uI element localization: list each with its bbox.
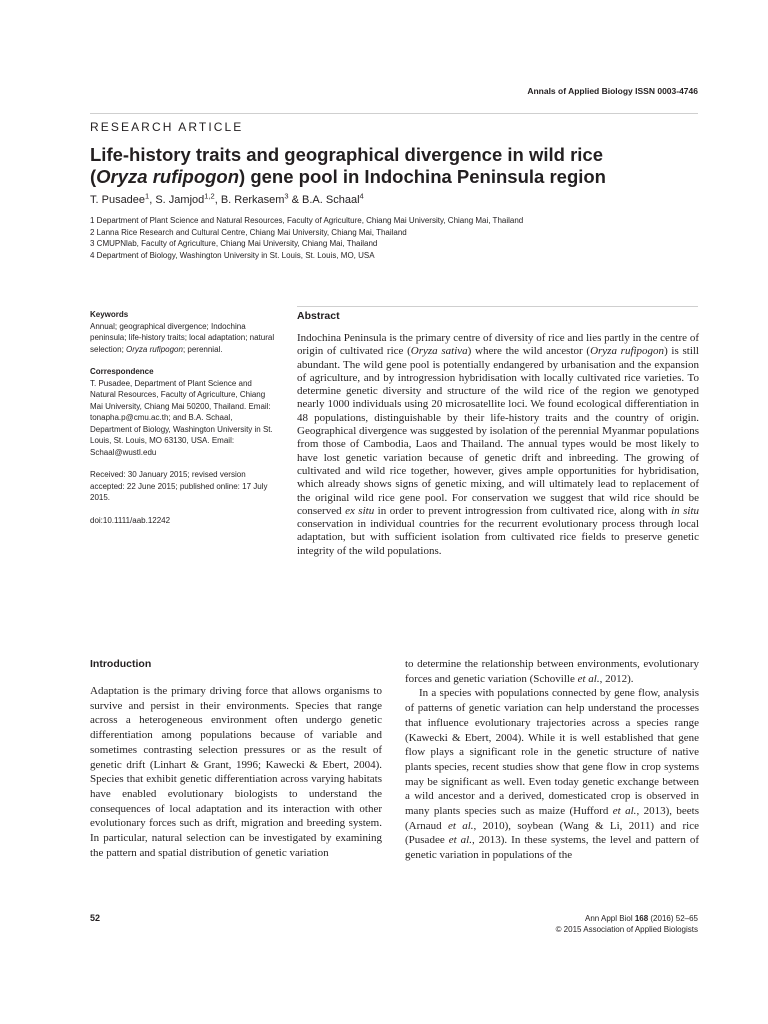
correspondence-heading: Correspondence [90, 367, 154, 376]
correspondence-text: T. Pusadee, Department of Plant Science and Natural Resources, Faculty of Agriculture, Chiang Mai University, Chiang Mai 50200, Thailand. Email: tonapha.p@cmu.ac.th; and B.A. Schaal, Department of Biology, Washington University in St. Louis, St. Louis, MO 63130, USA. Email: Schaal@wustl.edu [90, 378, 273, 457]
affiliation-list [90, 215, 523, 261]
keywords-heading: Keywords [90, 310, 129, 319]
keywords-text: Annual; geographical divergence; Indochina peninsula; life-history traits; local adaptation; natural selection; Oryza rufipogon; perennial. [90, 321, 275, 354]
abstract-heading: Abstract [297, 310, 340, 322]
article-type: RESEARCH ARTICLE [90, 120, 244, 134]
introduction-heading: Introduction [90, 658, 152, 670]
affiliation: 4 Department of Biology, Washington University in St. Louis, St. Louis, MO, USA [90, 250, 375, 260]
header-rule [90, 113, 698, 114]
abstract-rule [297, 306, 698, 307]
received-dates: Received: 30 January 2015; revised version accepted: 22 June 2015; published online: 17 July 2015. [90, 470, 268, 502]
author: B. Rerkasem$^3$ & [220, 191, 303, 206]
article-info-sidebar [90, 309, 275, 526]
affiliation: 1 Department of Plant Science and Natural Resources, Faculty of Agriculture, Chiang Mai University, Chiang Mai, Thailand [90, 216, 524, 225]
title-paren: ( [90, 166, 97, 187]
author: B.A. Schaal$^4$ [302, 191, 364, 206]
introduction-left-column: Adaptation is the primary driving force that allows organisms to survive and persist in their environments. Species that range across a heterogeneous environment often undergo genetic differentiation among populations because of variable and sometimes contrasting selection pressures or as the result of genetic drift (Linhart & Grant, 1996; Kawecki & Ebert, 2004). Species that exhibit genetic differentiation across varying habitats have enabled evolutionary biologists to understand the consequences of local adaptation and its interaction with other evolutionary forces such as drift, migration and breeding system. In particular, natural selection can be investigated by examining the pattern and spatial distribution of genetic variation [90, 685, 382, 859]
copyright: © 2015 Association of Applied Biologists [555, 925, 698, 934]
author-list [90, 191, 364, 206]
title-rest: ) gene pool in Indochina Peninsula region [239, 166, 606, 187]
title-line1: Life-history traits and geographical divergence in wild rice [90, 144, 603, 165]
article-title [90, 144, 710, 188]
abstract-text: Indochina Peninsula is the primary centre of diversity of rice and lies partly in the centre of origin of cultivated rice (Oryza sativa) where the wild ancestor (Oryza rufipogon) is still abundant. The wild gene pool is potentially endangered by urbanisation and the expansion of agriculture, and by introgression hybridisation with locally cultivated rice varieties. To determine genetic diversity and structure of the wild rice of the region we genotyped nearly 1000 individuals using 20 microsatellite loci. We found ecological differentiation in 48 populations, distinguishable by their life-history traits and the country of origin. Geographical divergence was suggested by isolation of the perennial Myanmar populations from those of Cambodia, Laos and Thailand. The annual types would be most likely to have lost genetic variation because of genetic drift and inbreeding. The growing of cultivated and wild rice together, however, gives ample opportunities for hybridisation, which already shows signs of genetic mixing, and will ultimately lead to replacement of the original wild rice gene pool. For conservation we suggest that wild rice should be conserved ex situ in order to prevent introgression from cultivated rice, along with in situ conservation in individual countries for the recurrent evolutionary process through local adaptation, but with sufficient isolation from cultivated rice fields to preserve genetic integrity of the wild populations. [297, 332, 699, 557]
author: T. Pusadee$^1$, [90, 191, 156, 206]
page-number: 52 [90, 913, 101, 923]
affiliation: 3 CMUPNlab, Faculty of Agriculture, Chiang Mai University, Chiang Mai, Thailand [90, 239, 378, 248]
affiliation: 2 Lanna Rice Research and Cultural Centre, Chiang Mai University, Chiang Mai, Thailand [90, 227, 407, 237]
introduction-right-column: to determine the relationship between environments, evolutionary forces and genetic variation (Schoville et al., 2012). In a species with populations connected by gene flow, analysis of patterns of genetic variation can help understand the processes that influence evolutionary trajectories across a species range (Kawecki & Ebert, 2004). While it is well established that gene flow plays a significant role in the genetic structure of native plants species, recent studies show that gene flow in crop systems may be significant as well. Even today genetic exchange between a wild ancestor and a derived, domesticated crop is observed in many plants species such as maize (Hufford et al., 2013), beets (Arnaud et al., 2010), soybean (Wang & Li, 2011) and rice (Pusadee et al., 2013). In these systems, the level and pattern of genetic variation in populations of the [405, 658, 700, 862]
doi-link[interactable]: doi:10.1111/aab.12242 [90, 515, 171, 525]
journal-header: Annals of Applied Biology ISSN 0003-4746 [527, 86, 698, 96]
footer-citation: Ann Appl Biol 168 (2016) 52–65 © 2015 Association of Applied Biologists [555, 914, 698, 934]
title-species: Oryza rufipogon [96, 166, 240, 187]
author: S. Jamjod$^{1,2}$, [155, 191, 221, 206]
